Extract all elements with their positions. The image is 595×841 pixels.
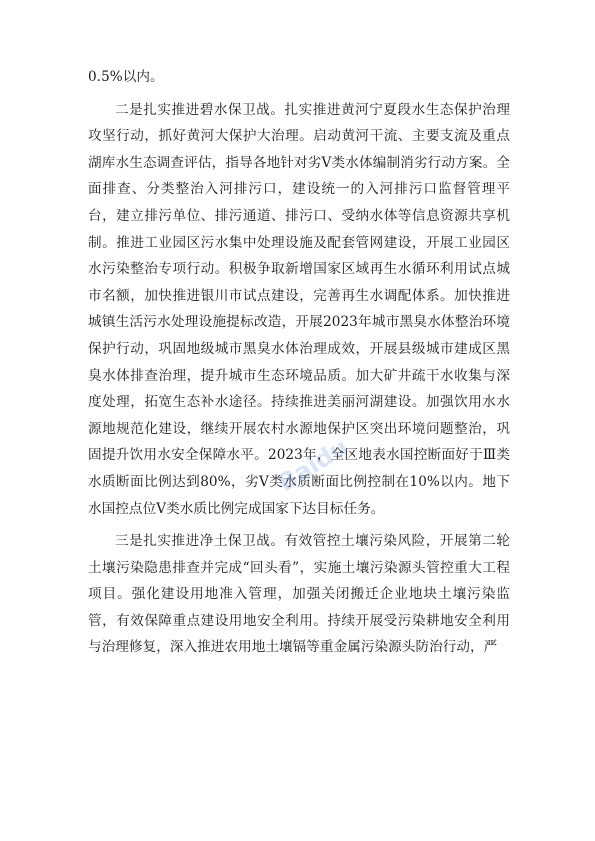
paragraph-water-protection: 二是扎实推进碧水保卫战。扎实推进黄河宁夏段水生态保护治理攻坚行动，抓好黄河大保护大治理。启动黄河干流、主要支流及重点湖库水生态调查评估，指导各地针对劣Ⅴ类水体编制消劣行动方案。全面排查、分类整治入河排污口，建设统一的入河排污口监督管理平台，建立排污单位、排污通道、排污口、受纳水体等信息资源共享机制。推进工业园区污水集中处理设施及配套管网建设，开展工业园区水污染整治专项行动。积极争取新增国家区域再生水循环利用试点城市名额，加快推进银川市试点建设，完善再生水调配体系。加快推进城镇生活污水处理设施提标改造，开展2023年城市黑臭水体整治环境保护行动，巩固地级城市黑臭水体治理成效，开展县级城市建成区黑臭水体排查治理，提升城市生态环境品质。加大矿井疏干水收集与深度处理，拓宽生态补水途径。持续推进美丽河湖建设。加强饮用水水源地规范化建设，继续开展农村水源地保护区突出环境问题整治，巩固提升饮用水安全保障水平。2023年，全区地表水国控断面好于Ⅲ类水质断面比例达到80%，劣Ⅴ类水质断面比例控制在10%以内。地下水国控点位Ⅴ类水质比例完成国家下达目标任务。 <box>88 101 510 517</box>
watermark-text: Baidu <box>272 432 354 498</box>
paragraph-continuation: 0.5%以内。 <box>88 69 164 85</box>
paragraph-soil-protection: 三是扎实推进净土保卫战。有效管控土壤污染风险，开展第二轮土壤污染隐患排查并完成“回头看”，实施土壤污染源头管控重大工程项目。强化建设用地准入管理，加强关闭搬迁企业地块土壤污染监管，有效保障重点建设用地安全利用。持续开展受污染耕地安全利用与治理修复，深入推进农用地土壤镉等重金属污染源头防治行动，严 <box>88 533 510 656</box>
document-body <box>88 64 510 661</box>
